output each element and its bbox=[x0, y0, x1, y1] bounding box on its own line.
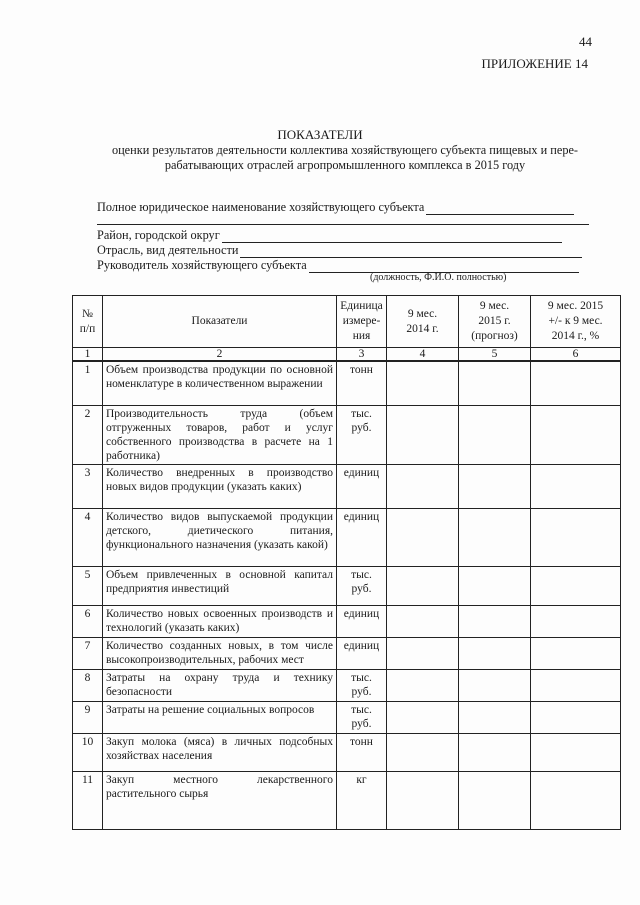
industry-field bbox=[97, 243, 582, 258]
indicator-name: Количество внедренных в производство новых видов продукции (указать каких) bbox=[103, 464, 337, 508]
value-change-percent[interactable] bbox=[531, 464, 621, 508]
column-number: 5 bbox=[459, 348, 531, 362]
value-change-percent[interactable] bbox=[531, 508, 621, 566]
value-change-percent[interactable] bbox=[531, 771, 621, 829]
value-9m-2015-forecast[interactable] bbox=[459, 669, 531, 701]
header-indicators: Показатели bbox=[103, 296, 337, 348]
column-number: 2 bbox=[103, 348, 337, 362]
head-hint: (должность, Ф.И.О. полностью) bbox=[370, 272, 507, 283]
row-number: 8 bbox=[73, 669, 103, 701]
indicator-name: Закуп местного лекарственного растительного сырья bbox=[103, 771, 337, 829]
value-9m-2014[interactable] bbox=[387, 701, 459, 733]
table-row bbox=[73, 733, 621, 771]
value-9m-2015-forecast[interactable] bbox=[459, 771, 531, 829]
unit-of-measure: единиц bbox=[337, 464, 387, 508]
unit-of-measure: кг bbox=[337, 771, 387, 829]
row-number: 7 bbox=[73, 637, 103, 669]
value-9m-2015-forecast[interactable] bbox=[459, 405, 531, 464]
value-change-percent[interactable] bbox=[531, 405, 621, 464]
value-9m-2015-forecast[interactable] bbox=[459, 701, 531, 733]
indicator-name: Производительность труда (объем отгруженных товаров, работ и услуг собственного производства в расчете на 1 работника) bbox=[103, 405, 337, 464]
header-9m-2015-forecast: 9 мес. 2015 г. (прогноз) bbox=[459, 296, 531, 348]
full-name-field bbox=[97, 200, 574, 215]
district-blank[interactable] bbox=[222, 230, 562, 243]
value-change-percent[interactable] bbox=[531, 701, 621, 733]
unit-of-measure: тыс. руб. bbox=[337, 701, 387, 733]
header-9m-2014: 9 мес. 2014 г. bbox=[387, 296, 459, 348]
value-9m-2014[interactable] bbox=[387, 508, 459, 566]
header-change-percent: 9 мес. 2015 +/- к 9 мес. 2014 г., % bbox=[531, 296, 621, 348]
page-number: 44 bbox=[579, 34, 592, 49]
unit-of-measure: единиц bbox=[337, 605, 387, 637]
row-number: 5 bbox=[73, 566, 103, 605]
table-row bbox=[73, 637, 621, 669]
table-row bbox=[73, 405, 621, 464]
value-9m-2015-forecast[interactable] bbox=[459, 508, 531, 566]
row-number: 9 bbox=[73, 701, 103, 733]
subtitle-line-1: оценки результатов деятельности коллектива хозяйствующего субъекта пищевых и пере- bbox=[111, 143, 579, 157]
column-number: 1 bbox=[73, 348, 103, 362]
value-9m-2014[interactable] bbox=[387, 566, 459, 605]
value-9m-2015-forecast[interactable] bbox=[459, 361, 531, 405]
indicator-name: Объем привлеченных в основной капитал предприятия инвестиций bbox=[103, 566, 337, 605]
district-field bbox=[97, 228, 562, 243]
column-number: 6 bbox=[531, 348, 621, 362]
header-unit: Единица измере- ния bbox=[337, 296, 387, 348]
header-num: № п/п bbox=[73, 296, 103, 348]
indicator-name: Затраты на охрану труда и технику безопасности bbox=[103, 669, 337, 701]
document-title: ПОКАЗАТЕЛИ bbox=[277, 127, 363, 142]
value-9m-2015-forecast[interactable] bbox=[459, 464, 531, 508]
unit-of-measure: единиц bbox=[337, 637, 387, 669]
column-number: 4 bbox=[387, 348, 459, 362]
row-number: 1 bbox=[73, 361, 103, 405]
unit-of-measure: тыс. руб. bbox=[337, 405, 387, 464]
value-change-percent[interactable] bbox=[531, 361, 621, 405]
table-row bbox=[73, 669, 621, 701]
value-change-percent[interactable] bbox=[531, 669, 621, 701]
indicator-name: Количество видов выпускаемой продукции детского, диетического питания, функционального назначения (указать какой) bbox=[103, 508, 337, 566]
row-number: 3 bbox=[73, 464, 103, 508]
value-9m-2015-forecast[interactable] bbox=[459, 566, 531, 605]
table-row bbox=[73, 701, 621, 733]
column-number: 3 bbox=[337, 348, 387, 362]
full-name-label: Полное юридическое наименование хозяйствующего субъекта bbox=[97, 200, 425, 214]
value-9m-2014[interactable] bbox=[387, 361, 459, 405]
value-9m-2015-forecast[interactable] bbox=[459, 733, 531, 771]
value-9m-2015-forecast[interactable] bbox=[459, 605, 531, 637]
unit-of-measure: тыс. руб. bbox=[337, 669, 387, 701]
subtitle-line-2: рабатывающих отраслей агропромышленного комплекса в 2015 году bbox=[164, 158, 526, 172]
indicator-name: Количество новых освоенных производств и технологий (указать каких) bbox=[103, 605, 337, 637]
indicator-name: Количество созданных новых, в том числе высокопроизводительных, рабочих мест bbox=[103, 637, 337, 669]
document-subtitle bbox=[100, 143, 590, 173]
head-field bbox=[97, 258, 579, 273]
value-change-percent[interactable] bbox=[531, 637, 621, 669]
value-change-percent[interactable] bbox=[531, 605, 621, 637]
value-9m-2014[interactable] bbox=[387, 733, 459, 771]
table-row bbox=[73, 361, 621, 405]
indicators-table bbox=[72, 295, 621, 830]
unit-of-measure: тонн bbox=[337, 361, 387, 405]
unit-of-measure: тыс. руб. bbox=[337, 566, 387, 605]
value-9m-2014[interactable] bbox=[387, 405, 459, 464]
unit-of-measure: тонн bbox=[337, 733, 387, 771]
unit-of-measure: единиц bbox=[337, 508, 387, 566]
appendix-label: ПРИЛОЖЕНИЕ 14 bbox=[481, 56, 588, 71]
head-label: Руководитель хозяйствующего субъекта bbox=[97, 258, 307, 272]
table-row bbox=[73, 566, 621, 605]
value-9m-2014[interactable] bbox=[387, 464, 459, 508]
table-row bbox=[73, 605, 621, 637]
value-9m-2015-forecast[interactable] bbox=[459, 637, 531, 669]
row-number: 4 bbox=[73, 508, 103, 566]
value-9m-2014[interactable] bbox=[387, 605, 459, 637]
district-label: Район, городской округ bbox=[97, 228, 220, 242]
indicator-name: Затраты на решение социальных вопросов bbox=[103, 701, 337, 733]
table-row bbox=[73, 464, 621, 508]
industry-label: Отрасль, вид деятельности bbox=[97, 243, 239, 257]
full-name-continuation-line[interactable] bbox=[97, 224, 589, 225]
row-number: 11 bbox=[73, 771, 103, 829]
row-number: 10 bbox=[73, 733, 103, 771]
indicator-name: Закуп молока (мяса) в личных подсобных хозяйствах населения bbox=[103, 733, 337, 771]
column-numbers-row bbox=[73, 348, 621, 362]
table-row bbox=[73, 508, 621, 566]
value-9m-2014[interactable] bbox=[387, 669, 459, 701]
row-number: 6 bbox=[73, 605, 103, 637]
value-9m-2014[interactable] bbox=[387, 637, 459, 669]
table-header-row bbox=[73, 296, 621, 348]
value-9m-2014[interactable] bbox=[387, 771, 459, 829]
value-change-percent[interactable] bbox=[531, 566, 621, 605]
table-row bbox=[73, 771, 621, 829]
value-change-percent[interactable] bbox=[531, 733, 621, 771]
industry-blank[interactable] bbox=[240, 245, 582, 258]
row-number: 2 bbox=[73, 405, 103, 464]
indicator-name: Объем производства продукции по основной номенклатуре в количественном выражении bbox=[103, 361, 337, 405]
full-name-blank[interactable] bbox=[426, 202, 574, 215]
